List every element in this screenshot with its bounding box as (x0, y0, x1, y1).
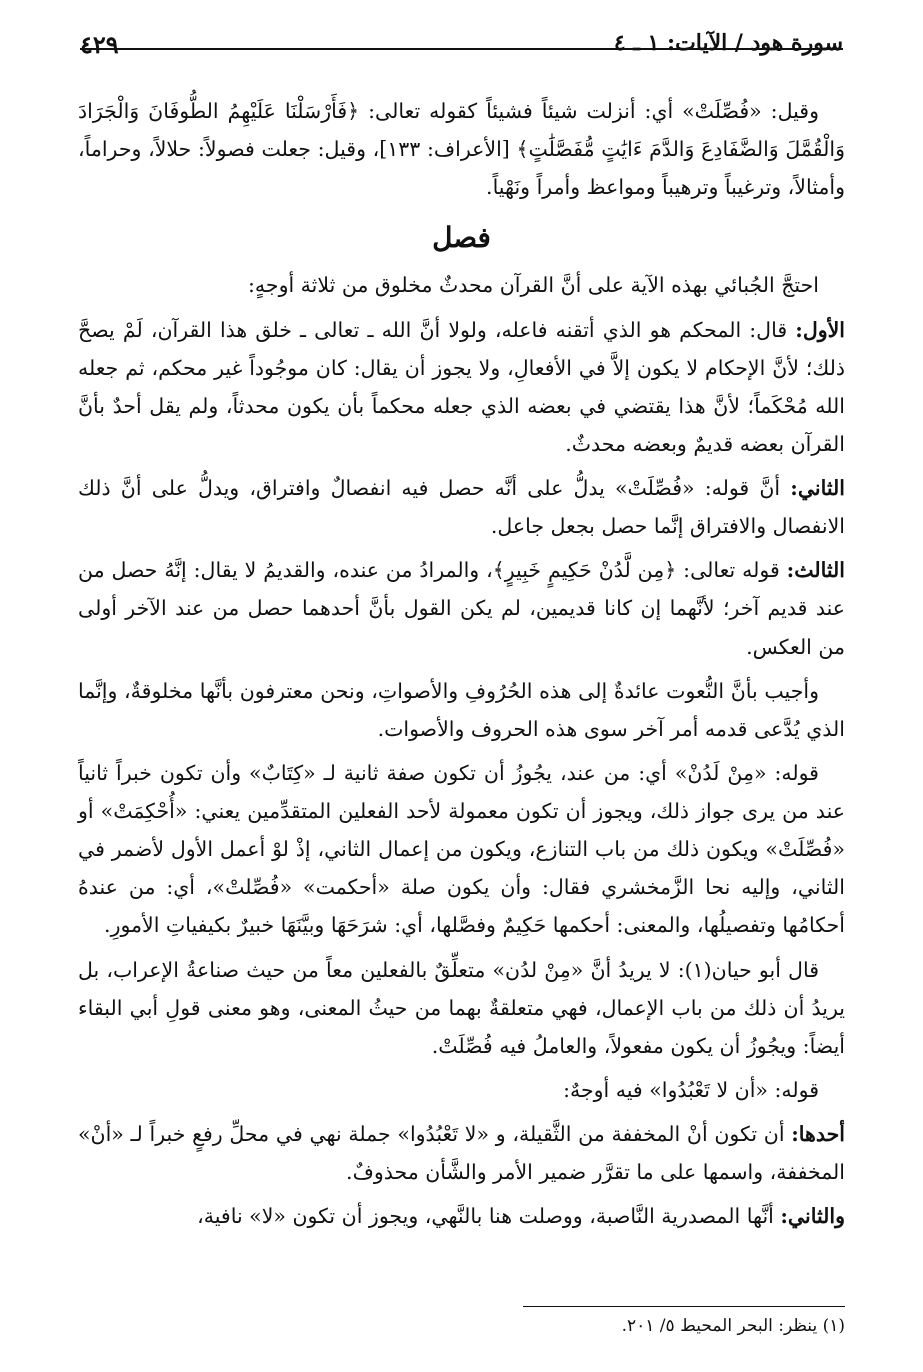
header-rule (80, 48, 843, 50)
paragraph-text: قوله: «أن لا تَعْبُدُوا» فيه أوجهٌ: (563, 1077, 819, 1102)
paragraph (78, 754, 845, 945)
paragraph (78, 1197, 845, 1235)
footnote: (١) ينظر: البحر المحيط ٥/ ٢٠١. (621, 1316, 845, 1336)
paragraph-text: قوله تعالى: ﴿مِن لَّدُنْ حَكِيمٍ خَبِيرٍ﴾، والمرادُ من عنده، والقديمُ لا يقال: إنَّهُ حصل من عند قديم آخر؛ لأنَّهما إن كانا قديمين، لم يكن القول بأنَّ أحدهما حصل من عند الآخر أولى من العكس. (78, 558, 845, 659)
paragraph-text: احتجَّ الجُبائي بهذه الآية على أنَّ القرآن محدثٌ مخلوق من ثلاثة أوجهٍ: (248, 273, 819, 298)
paragraph-text: قال أبو حيان(١): لا يريدُ أنَّ «مِنْ لدُن» متعلِّقٌ بالفعلين معاً من حيث صناعةُ الإعراب، بل يريدُ أن ذلك من باب الإعمال، فهي متعلقةٌ بهما من حيثُ المعنى، وهو معنى قولِ أبي البقاء أيضاً: ويجُوزُ أن يكون مفعولاً، والعاملُ فيه فُصِّلَتْ. (78, 957, 845, 1058)
footnote-rule (523, 1306, 845, 1307)
paragraph-lead: الثاني: (790, 476, 845, 501)
paragraph-lead: أحدها: (791, 1122, 845, 1147)
paragraph (78, 266, 845, 304)
paragraph (78, 672, 845, 748)
paragraph: وقيل: «فُصِّلَتْ» أي: أنزلت شيئاً فشيئاً كقوله تعالى: ﴿فَأَرْسَلْنَا عَلَيْهِمُ الطُّوفَانَ وَالْجَرَادَ وَالْقُمَّلَ وَالضَّفَادِعَ وَالدَّمَ ءَايَٰتٍ مُّفَصَّلَٰتٍ﴾ [الأعراف: ١٣٣]، وقيل: جعلت فصولاً: حلالاً، وحراماً، وأمثالاً، وترغيباً وترهيباً ومواعظ وأمراً ونَهْياً. (78, 99, 845, 200)
paragraph-text: وأجيب بأنَّ النُّعوت عائدةٌ إلى هذه الحُرُوفِ والأصواتِ، ونحن معترفون بأنَّها مخلوقةٌ، وإنَّما الذي يُدَّعى قدمه أمر آخر سوى هذه الحروف والأصوات. (78, 678, 845, 741)
surah-info: سورة هود / الآيات: ١ ـ ٤ (613, 30, 843, 56)
paragraph (78, 1115, 845, 1191)
paragraph (78, 1071, 845, 1109)
paragraph (78, 551, 845, 665)
paragraph-text: قوله: «مِنْ لَدُنْ» أي: من عند، يجُوزُ أن تكون صفة ثانية لـ «كِتَابٌ» وأن تكون خبراً ثانياً عند من يرى جواز ذلك، ويجوز أن تكون معمولة لأحد الفعلين المتقدِّمين يعني: «أُحْكِمَتْ» أو «فُصِّلَتْ» ويكون ذلك من باب التنازع، ويكون من إعمال الثاني، إذْ لوْ أعمل الأول لأضمر في الثاني، وإليه نحا الزَّمخشري فقال: وأن يكون صلة «أحكمت» «فُصِّلتْ»، أي: من عندهُ أحكامُها وتفصيلُها، والمعنى: أحكمها حَكِيمٌ وفصَّلها، أي: شرَحَهَا وبيَّنَهَا خبيرٌ بكيفياتِ الأمورِ. (78, 760, 845, 938)
paragraph (78, 951, 845, 1065)
paragraph-text: أنَّها المصدرية النَّاصبة، ووصلت هنا بالنَّهي، ويجوز أن تكون «لا» نافية، (197, 1204, 781, 1229)
section-heading: فصل (432, 221, 491, 255)
running-header (80, 30, 843, 60)
paragraph (78, 469, 845, 545)
main-text (78, 92, 845, 1241)
paragraph (78, 311, 845, 464)
paragraph-lead: الثالث: (786, 558, 845, 583)
paragraph-lead: الأول: (795, 317, 845, 342)
paragraph-lead: والثاني: (780, 1204, 845, 1229)
paragraph-text: أن تكون أنْ المخففة من الثَّقيلة، و «لا تَعْبُدُوا» جملة نهي في محلِّ رفعٍ خبراً لـ «أنْ» المخففة، واسمها على ما تقرَّر ضمير الأمر والشَّأن محذوفٌ. (78, 1122, 845, 1185)
paragraph-text: أنَّ قوله: «فُصِّلَتْ» يدلُّ على أنَّه حصل فيه انفصالٌ وافتراق، ويدلُّ على أنَّ ذلك الانفصال والافتراق إنَّما حصل بجعل جاعل. (78, 476, 845, 539)
page-number: ٤٢٩ (80, 30, 119, 59)
paragraph-text: قال: المحكم هو الذي أتقنه فاعله، ولولا أنَّ الله ـ تعالى ـ خلق هذا القرآن، لَمْ يصحَّ ذلك؛ لأنَّ الإحكام لا يكون إلاَّ في الأفعالِ، ولا يجوز أن يقال: كان موجُوداً غير محكم، ثم جعله الله مُحْكَماً؛ لأنَّ هذا يقتضي في بعضه الذي جعله محكماً بأن يكون محدثاً، ولم يقل أحدٌ بأنَّ القرآن بعضه قديمٌ وبعضه محدثٌ. (78, 317, 845, 456)
